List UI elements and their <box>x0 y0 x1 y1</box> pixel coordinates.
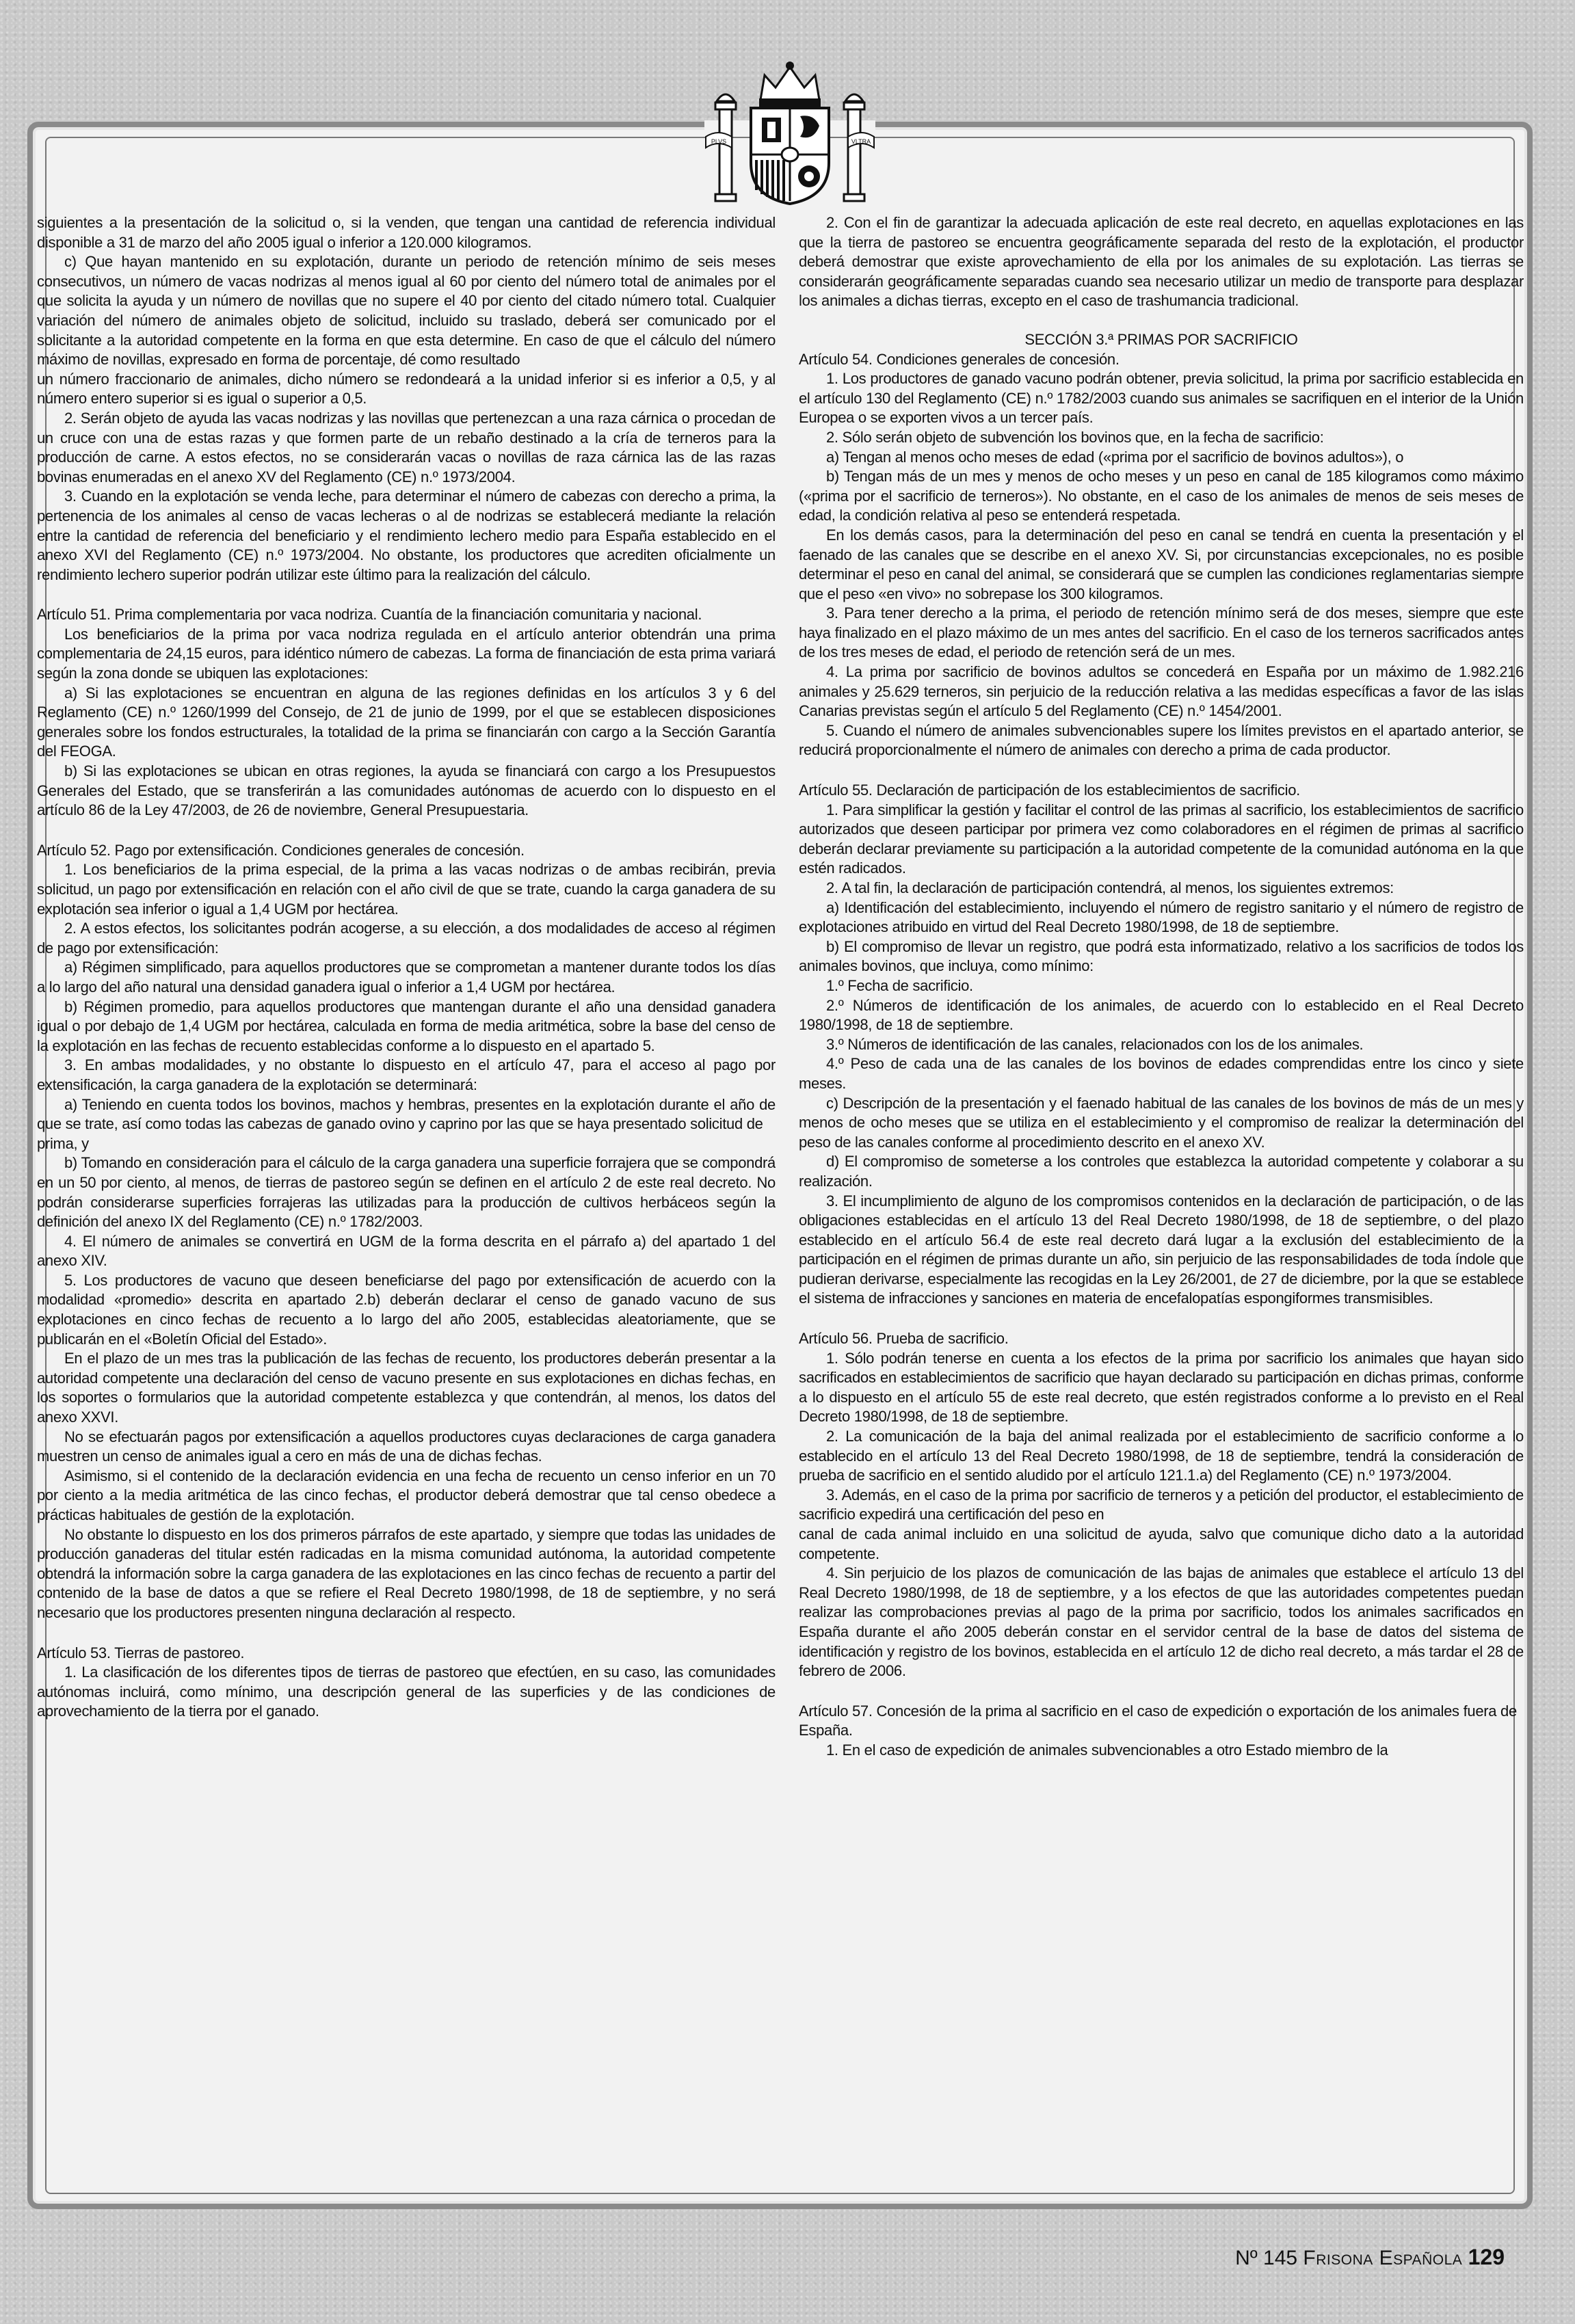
paragraph: 1. Sólo podrán tenerse en cuenta a los efectos de la prima por sacrificio los animales que hayan sido sacrificados en establecimientos de sacrificio que hayan declarado su participación en dichas primas, conforme a lo dispuesto en el artículo 55 de este real decreto, que estén registrados conforme a lo previsto en el Real Decreto 1980/1998, de 18 de septiembre. <box>799 1349 1524 1426</box>
paragraph: canal de cada animal incluido en una solicitud de ayuda, salvo que comunique dicho dato a la autoridad competente. <box>799 1525 1524 1562</box>
magazine-name: Frisona Española <box>1303 2247 1463 2269</box>
paragraph: b) Si las explotaciones se ubican en otras regiones, la ayuda se financiará con cargo a los Presupuestos Generales del Estado, que se transferirán a las comunidades autónomas de acuerdo con lo dispuesto en el artículo 86 de la Ley 47/2003, de 26 de noviembre, General Presupuestaria. <box>37 762 776 819</box>
paragraph: a) Identificación del establecimiento, incluyendo el número de registro sanitario y el número de registro de explotaciones atribuido en virtud del Real Decreto 1980/1998, de 18 de septiembre. <box>799 898 1524 936</box>
issue-number: Nº 145 <box>1235 2247 1298 2269</box>
paragraph: 3. Además, en el caso de la prima por sacrificio de terneros y a petición del productor, el establecimiento de sacrificio expedirá una certificación del peso en <box>799 1486 1524 1523</box>
article-heading: Artículo 52. Pago por extensificación. Condiciones generales de concesión. <box>37 841 525 859</box>
paragraph: 3. Para tener derecho a la prima, el periodo de retención mínimo será de dos meses, siempre que este haya finalizado en el plazo máximo de un mes antes del sacrificio. En el caso de los terneros sacrificados antes de los tres meses de edad, el periodo de retención será de un mes. <box>799 604 1524 661</box>
paragraph: En los demás casos, para la determinación del peso en canal se tendrá en cuenta la presentación y el faenado de las canales que se describe en el anexo XV. Si, por circunstancias excepcionales, no es posible determinar el peso en canal del animal, se considerará que se cumplen las condiciones reglamentarias siempre que el peso «en vivo» no sobrepase los 300 kilogramos. <box>799 526 1524 602</box>
article-heading: Artículo 57. Concesión de la prima al sacrificio en el caso de expedición o exportación de los animales fuera de España. <box>799 1702 1517 1739</box>
paragraph: 2. Serán objeto de ayuda las vacas nodrizas y las novillas que pertenezcan a una raza cárnica o procedan de un cruce con una de estas razas y que formen parte de un rebaño destinado a la cría de terneros para la producción de carne. A estos efectos, no se considerarán vacas o novillas de raza cárnica las de las razas bovinas enumeradas en el anexo XV del Reglamento (CE) n.º 1973/2004. <box>37 409 776 485</box>
paragraph: b) El compromiso de llevar un registro, que podrá esta informatizado, relativo a los sacrificios de todos los animales bovinos, que incluya, como mínimo: <box>799 937 1524 975</box>
left-column <box>37 213 776 2176</box>
article-heading: Artículo 55. Declaración de participación de los establecimientos de sacrificio. <box>799 782 1300 799</box>
motto-left: PLVS <box>711 138 727 145</box>
paragraph: a) Tengan al menos ocho meses de edad («prima por el sacrificio de bovinos adultos»), o <box>826 448 1404 466</box>
paragraph: 1. En el caso de expedición de animales subvencionables a otro Estado miembro de la <box>826 1741 1388 1759</box>
paragraph: 1.º Fecha de sacrificio. <box>826 976 973 994</box>
article-heading: Artículo 54. Condiciones generales de concesión. <box>799 350 1120 368</box>
paragraph: 4. La prima por sacrificio de bovinos adultos se concederá en España por un máximo de 1.982.216 animales y 25.629 terneros, sin perjuicio de la reducción relativa a las medidas específicas a favor de las islas Canarias previstas según el artículo 5 del Reglamento (CE) n.º 1454/2001. <box>799 663 1524 720</box>
paragraph: 5. Los productores de vacuno que deseen beneficiarse del pago por extensificación de acuerdo con la modalidad «promedio» descrita en apartado 2.b) deberán declarar el censo de ganado vacuno de sus explotaciones en cinco fechas de recuento a lo largo del año 2005, establecidas aleatoriamente, que se publicarán en el «Boletín Oficial del Estado». <box>37 1271 776 1348</box>
right-column <box>799 213 1524 2176</box>
section-heading: SECCIÓN 3.ª PRIMAS POR SACRIFICIO <box>1024 330 1298 348</box>
paragraph: b) Tengan más de un mes y menos de ocho meses y un peso en canal de 185 kilogramos como máximo («prima por el sacrificio de terneros»). No obstante, en el caso de los animales de menos de seis meses de edad, la condición relativa al peso se entenderá respetada. <box>799 468 1524 524</box>
paragraph: No se efectuarán pagos por extensificación a aquellos productores cuyas declaraciones de carga ganadera muestren un censo de animales igual a cero en más de una de dichas fechas. <box>37 1428 776 1465</box>
paragraph: a) Teniendo en cuenta todos los bovinos, machos y hembras, presentes en la explotación durante el año de que se trate, así como todas las cabezas de ganado ovino y caprino por las que se haya presentado solicitud de <box>37 1095 776 1133</box>
paragraph: 2.º Números de identificación de los animales, de acuerdo con lo establecido en el Real Decreto 1980/1998, de 18 de septiembre. <box>799 996 1524 1034</box>
paragraph: a) Si las explotaciones se encuentran en alguna de las regiones definidas en los artículos 3 y 6 del Reglamento (CE) n.º 1260/1999 del Consejo, de 21 de junio de 1999, por el que se establecen disposiciones generales sobre los fondos estructurales, la totalidad de la prima se financiarán con cargo a la Sección Garantía del FEOGA. <box>37 684 776 760</box>
paragraph: d) El compromiso de someterse a los controles que establezca la autoridad competente y colaborar a su realización. <box>799 1153 1524 1190</box>
paragraph: 1. Los productores de ganado vacuno podrán obtener, previa solicitud, la prima por sacrificio establecida en el artículo 130 del Reglamento (CE) n.º 1782/2003 cuando sus animales se sacrifiquen en el interior de la Unión Europea o se exporten vivos a un tercer país. <box>799 370 1524 427</box>
article-heading: Artículo 56. Prueba de sacrificio. <box>799 1330 1009 1348</box>
paragraph: 3. El incumplimiento de alguno de los compromisos contenidos en la declaración de participación, o de las obligaciones establecidas en el artículo 13 del Real Decreto 1980/1998, de 18 de septiembre, o del plazo establecido en el artículo 56.4 de este real decreto dará lugar a la exclusión del establecimiento de la participación en el régimen de primas durante un año, sin perjuicio de las responsabilidades de toda índole que pudieran derivarse, especialmente las recogidas en la Ley 26/2001, de 27 de diciembre, por la que se establece el sistema de infracciones y sanciones en materia de encefalopatías espongiformes transmisibles. <box>799 1192 1524 1307</box>
paragraph: Los beneficiarios de la prima por vaca nodriza regulada en el artículo anterior obtendrán una prima complementaria de 24,15 euros, para idéntico número de cabezas. La forma de financiación de esta prima variará según la zona donde se ubiquen las explotaciones: <box>37 625 776 682</box>
paragraph: prima, y <box>37 1134 89 1152</box>
paragraph: 1. La clasificación de los diferentes tipos de tierras de pastoreo que efectúen, en su caso, las comunidades autónomas incluirá, como mínimo, una descripción general de las superficies y de las condiciones de aprovechamiento de la tierra por el ganado. <box>37 1664 776 1720</box>
paragraph: 1. Los beneficiarios de la prima especial, de la prima a las vacas nodrizas o de ambas recibirán, previa solicitud, un pago por extensificación en relación con el año civil de que se trate, cuando la carga ganadera de su explotación sea inferior o igual a 1,4 UGM por hectárea. <box>37 861 776 918</box>
paragraph: 2. La comunicación de la baja del animal realizada por el establecimiento de sacrificio conforme a lo establecido en el artículo 13 del Real Decreto 1980/1998, de 18 de septiembre, tendrá la consideración de prueba de sacrificio en el sentido aludido por el artículo 121.1.a) del Reglamento (CE) n.º 1973/2004. <box>799 1428 1524 1484</box>
paragraph: 5. Cuando el número de animales subvencionables supere los límites previstos en el apartado anterior, se reducirá proporcionalmente el número de animales con derecho a prima de cada productor. <box>799 721 1524 759</box>
paragraph: 4. Sin perjuicio de los plazos de comunicación de las bajas de animales que establece el artículo 13 del Real Decreto 1980/1998, de 18 de septiembre, y a los efectos de que las autoridades competentes puedan realizar las comprobaciones previas al pago de la prima por sacrificio, todos los animales sacrificados en España durante el año 2005 deberán constar en el servidor central de la base de datos del sistema de identificación y registro de los bovinos, establecida en el artículo 12 de dicho real decreto, a más tardar el 28 de febrero de 2006. <box>799 1564 1524 1680</box>
paragraph: Asimismo, si el contenido de la declaración evidencia en una fecha de recuento un censo inferior en un 70 por ciento a la media aritmética de las cinco fechas, el productor deberá demostrar que tal censo obedece a prácticas habituales de gestión de la explotación. <box>37 1467 776 1523</box>
paragraph: un número fraccionario de animales, dicho número se redondeará a la unidad inferior si es inferior a 0,5, y al número entero superior si es igual o superior a 0,5. <box>37 370 776 408</box>
paragraph: 3. En ambas modalidades, y no obstante lo dispuesto en el artículo 47, para el acceso al pago por extensificación, la carga ganadera de la explotación se determinará: <box>37 1056 776 1093</box>
page-footer <box>1122 2245 1505 2270</box>
paragraph: siguientes a la presentación de la solicitud o, si la venden, que tengan una cantidad de referencia individual disponible a 31 de marzo del año 2005 igual o inferior a 120.000 kilogramos. <box>37 214 776 251</box>
paragraph: b) Tomando en consideración para el cálculo de la carga ganadera una superficie forrajera que se compondrá en un 50 por ciento, al menos, de tierras de pastoreo según se definen en el artículo 2 de este real decreto. No podrán considerarse superficies forrajeras las utilizadas para la producción de cultivos herbáceos según la definición del anexo IX del Reglamento (CE) n.º 1782/2003. <box>37 1154 776 1231</box>
paragraph: c) Descripción de la presentación y el faenado habitual de las canales de los bovinos de más de un mes y menos de ocho meses que se utiliza en el establecimiento y el compromiso de realizar la determinación del peso de las canales conforme al procedimiento descrito en el anexo XV. <box>799 1094 1524 1151</box>
paragraph: 1. Para simplificar la gestión y facilitar el control de las primas al sacrificio, los establecimientos de sacrificio autorizados que deseen participar por primera vez como colaboradores en el régimen de primas al sacrificio deberán declarar previamente su participación a la autoridad competente de la comunidad autónoma en la que estén radicados. <box>799 801 1524 877</box>
paragraph: No obstante lo dispuesto en los dos primeros párrafos de este apartado, y siempre que todas las unidades de producción ganaderas del titular estén radicadas en la misma comunidad autónoma, la autoridad competente obtendrá la información sobre la carga ganadera de las explotaciones en las cinco fechas de recuento a partir del contenido de la base de datos a que se refiere el Real Decreto 1980/1998, de 18 de septiembre, y no será necesario que los productores presenten ninguna declaración al respecto. <box>37 1525 776 1621</box>
paragraph: b) Régimen promedio, para aquellos productores que mantengan durante el año una densidad ganadera igual o por debajo de 1,4 UGM por hectárea, calculada en forma de media aritmética, sobre la base del censo de la explotación en las fechas de recuento establecidas conforme a lo dispuesto en el apartado 5. <box>37 998 776 1054</box>
paragraph: 2. A estos efectos, los solicitantes podrán acogerse, a su elección, a dos modalidades de acceso al régimen de pago por extensificación: <box>37 920 776 957</box>
paragraph: 2. Con el fin de garantizar la adecuada aplicación de este real decreto, en aquellas explotaciones en las que la tierra de pastoreo se encuentra geográficamente separada del resto de la explotación, el productor deberá demostrar que existe aprovechamiento de ella por los animales de su explotación. Las tierras se considerarán geográficamente separadas cuando sea necesario utilizar un medio de transporte para desplazar los animales a dichas tierras, excepto en el caso de trashumancia tradicional. <box>799 214 1524 310</box>
paragraph: 2. Sólo serán objeto de subvención los bovinos que, en la fecha de sacrificio: <box>826 428 1324 446</box>
page-number: 129 <box>1468 2245 1505 2269</box>
paragraph: 3. Cuando en la explotación se venda leche, para determinar el número de cabezas con derecho a prima, la pertenencia de los animales al censo de vacas lecheras o al de nodrizas se establecerá mediante la relación entre la cantidad de referencia del beneficiario y el rendimiento lechero medio para España establecido en el anexo XVI del Reglamento (CE) n.º 1973/2004. No obstante, los productores que acrediten oficialmente un rendimiento lechero superior podrán utilizar este último para la realización del cálculo. <box>37 487 776 583</box>
article-heading: Artículo 51. Prima complementaria por vaca nodriza. Cuantía de la financiación comunitaria y nacional. <box>37 606 702 624</box>
paragraph: 4.º Peso de cada una de las canales de los bovinos de edades comprendidas entre los cinco y siete meses. <box>799 1055 1524 1092</box>
paragraph: c) Que hayan mantenido en su explotación, durante un periodo de retención mínimo de seis meses consecutivos, un número de vacas nodrizas al menos igual al 60 por ciento del número total de animales por el que solicita la ayuda y un número de novillas que no supere el 40 por ciento del citado número total. Cualquier variación del número de animales objeto de solicitud, incluido su traslado, deberá ser comunicado por el solicitante a la autoridad competente en la forma en que esta determine. En caso de que el cálculo del número máximo de novillas, expresado en forma de porcentaje, dé como resultado <box>37 253 776 369</box>
paragraph: a) Régimen simplificado, para aquellos productores que se comprometan a mantener durante todos los días a lo largo del año natural una densidad ganadera igual o inferior a 1,4 UGM por hectárea. <box>37 959 776 996</box>
motto-right: VLTRA <box>851 138 871 145</box>
spain-coat-of-arms-icon <box>704 60 875 205</box>
paragraph: En el plazo de un mes tras la publicación de las fechas de recuento, los productores deberán presentar a la autoridad competente una declaración del censo de vacuno presente en sus explotaciones en dichas fechas, en los soportes o formularios que la autoridad competente establezca y que contendrán, al menos, los datos del anexo XXVI. <box>37 1350 776 1426</box>
paragraph: 2. A tal fin, la declaración de participación contendrá, al menos, los siguientes extremos: <box>826 879 1394 896</box>
paragraph: 4. El número de animales se convertirá en UGM de la forma descrita en el párrafo a) del apartado 1 del anexo XIV. <box>37 1232 776 1270</box>
paragraph: 3.º Números de identificación de las canales, relacionados con los de los animales. <box>826 1035 1364 1053</box>
article-heading: Artículo 53. Tierras de pastoreo. <box>37 1644 245 1661</box>
